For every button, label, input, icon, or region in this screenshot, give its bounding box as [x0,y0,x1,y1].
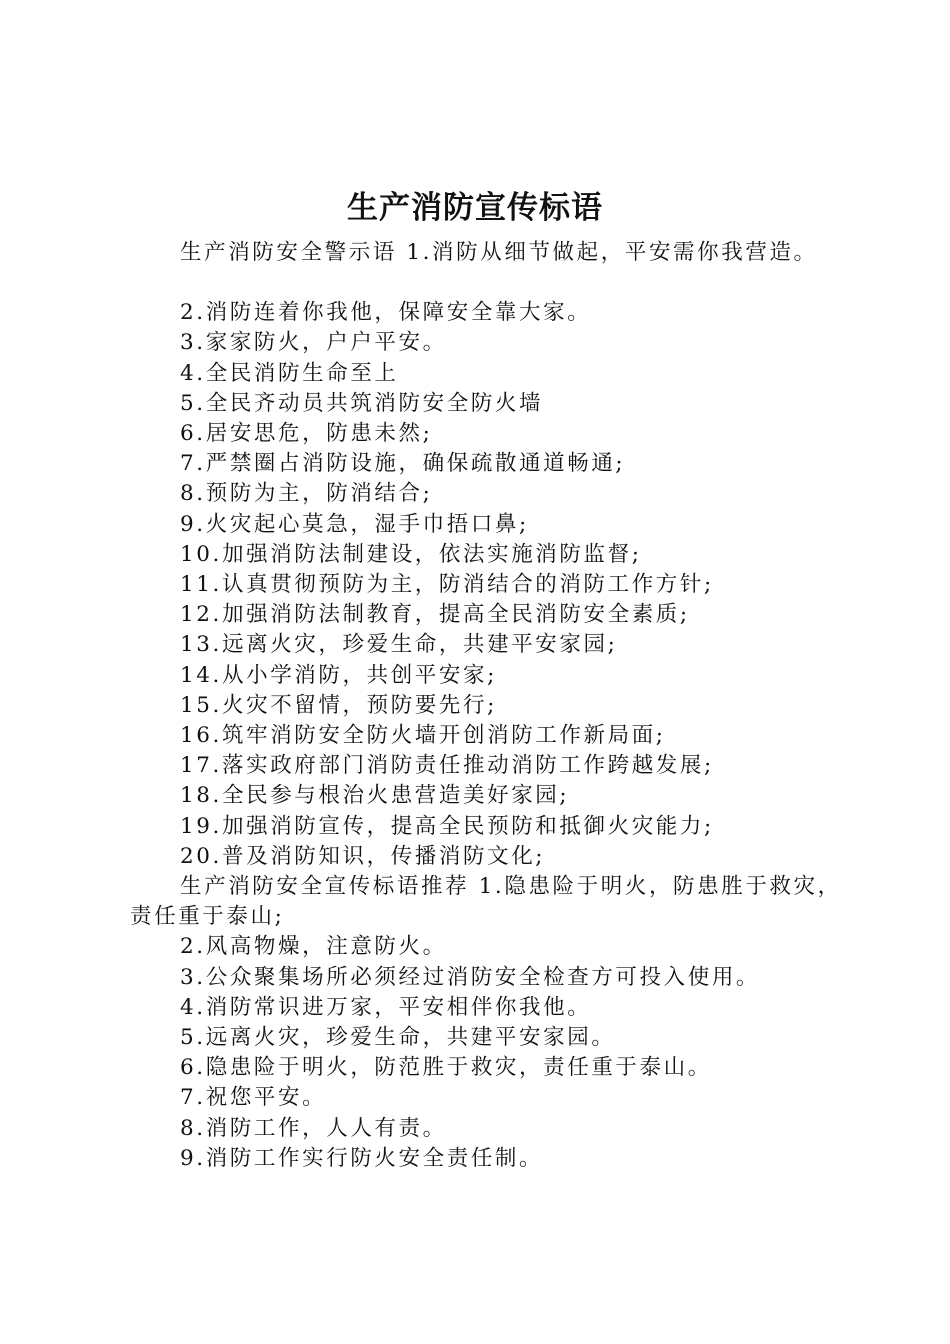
slogan-item: 11.认真贯彻预防为主，防消结合的消防工作方针; [180,572,714,598]
document-body [130,238,850,1174]
slogan-item: 7.祝您平安。 [180,1085,327,1111]
slogan-item: 9.火灾起心莫急，湿手巾捂口鼻; [180,511,529,537]
slogan-item: 13.远离火灾，珍爱生命，共建平安家园; [180,632,618,658]
slogan-item: 14.从小学消防，共创平安家; [180,662,497,688]
slogan-item: 18.全民参与根治火患营造美好家园; [180,783,570,809]
slogan-item: 3.家家防火，户户平安。 [180,330,447,356]
slogan-item: 20.普及消防知识，传播消防文化; [180,843,546,869]
slogan-item: 5.全民齐动员共筑消防安全防火墙 [180,390,544,416]
slogan-item: 8.消防工作，人人有责。 [180,1115,447,1141]
slogan-item: 9.消防工作实行防火安全责任制。 [180,1145,544,1171]
document-title: 生产消防宣传标语 [347,190,603,226]
slogan-item: 8.预防为主，防消结合; [180,481,433,507]
paragraph-gap [130,268,850,298]
section-2-intro: 生产消防安全宣传标语推荐 1.隐患险于明火，防患胜于救灾，责任重于泰山; [130,874,842,930]
slogan-item: 6.居安思危，防患未然; [180,421,433,447]
section-1-intro: 生产消防安全警示语 1.消防从细节做起，平安需你我营造。 [180,240,818,265]
slogan-item: 19.加强消防宣传，提高全民预防和抵御火灾能力; [180,813,714,839]
slogan-item: 7.严禁圈占消防设施，确保疏散通道畅通; [180,451,626,477]
slogan-item: 12.加强消防法制教育，提高全民消防安全素质; [180,602,690,628]
slogan-item: 2.消防连着你我他，保障安全靠大家。 [180,300,592,326]
slogan-item: 15.火灾不留情，预防要先行; [180,692,497,718]
slogan-item: 4.全民消防生命至上 [180,360,399,386]
slogan-item: 2.风高物燥，注意防火。 [180,934,447,960]
slogan-item: 17.落实政府部门消防责任推动消防工作跨越发展; [180,753,714,779]
slogan-item: 4.消防常识进万家，平安相伴你我他。 [180,994,592,1020]
slogan-item: 6.隐患险于明火，防范胜于救灾，责任重于泰山。 [180,1055,712,1081]
slogan-item: 10.加强消防法制建设，依法实施消防监督; [180,541,642,567]
slogan-item: 5.远离火灾，珍爱生命，共建平安家园。 [180,1025,616,1051]
slogan-item: 16.筑牢消防安全防火墙开创消防工作新局面; [180,723,666,749]
slogan-item: 3.公众聚集场所必须经过消防安全检查方可投入使用。 [180,964,761,990]
